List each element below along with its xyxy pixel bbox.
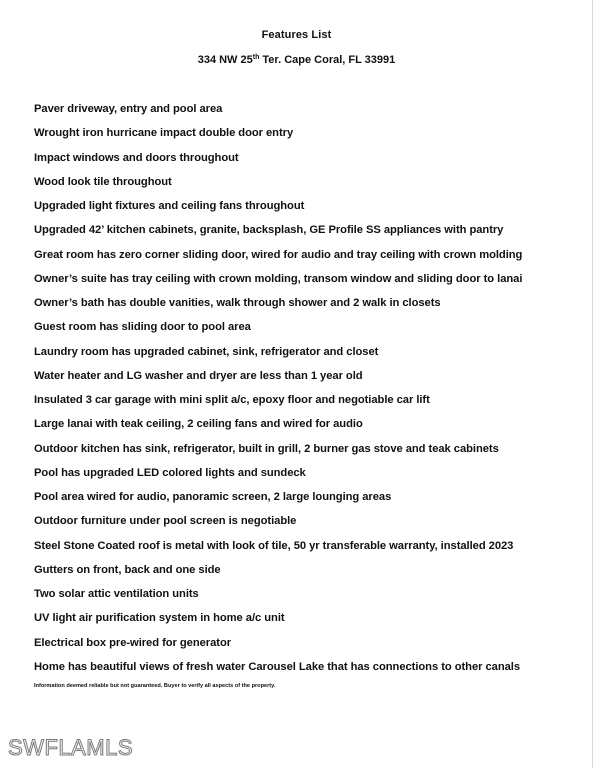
feature-item: Wrought iron hurricane impact double door entry [34, 127, 294, 140]
feature-item: Outdoor furniture under pool screen is negotiable [34, 515, 297, 528]
feature-item: Guest room has sliding door to pool area [34, 321, 251, 334]
address-ordinal-suffix: th [252, 54, 260, 61]
feature-item: Electrical box pre-wired for generator [34, 636, 232, 649]
property-address [0, 54, 593, 66]
feature-item: Upgraded light fixtures and ceiling fans throughout [34, 200, 305, 212]
feature-item: Two solar attic ventilation units [34, 588, 199, 600]
feature-item: Owner’s suite has tray ceiling with crown molding, transom window and sliding door to lanai [34, 272, 523, 285]
features-list [34, 101, 522, 683]
feature-item: Outdoor kitchen has sink, refrigerator, built in grill, 2 burner gas stove and teak cabinets [34, 442, 499, 455]
feature-item: Large lanai with teak ceiling, 2 ceiling fans and wired for audio [34, 418, 363, 431]
feature-item: UV light air purification system in home a/c unit [34, 612, 285, 625]
feature-item: Laundry room has upgraded cabinet, sink, refrigerator and closet [34, 345, 379, 358]
feature-item: Home has beautiful views of fresh water Carousel Lake that has connections to other canals [34, 660, 521, 673]
feature-item: Steel Stone Coated roof is metal with look of tile, 50 yr transferable warranty, installed 2023 [34, 539, 514, 552]
feature-item: Owner’s bath has double vanities, walk through shower and 2 walk in closets [34, 297, 441, 309]
feature-item: Upgraded 42’ kitchen cabinets, granite, backsplash, GE Profile SS appliances with pantry [34, 224, 504, 237]
feature-item: Paver driveway, entry and pool area [34, 103, 223, 115]
feature-item: Pool area wired for audio, panoramic screen, 2 large lounging areas [34, 491, 392, 503]
feature-item: Wood look tile throughout [34, 175, 172, 188]
page-title: Features List [261, 29, 332, 41]
address-rest: Ter. Cape Coral, FL 33991 [259, 54, 396, 66]
feature-item: Impact windows and doors throughout [34, 151, 239, 164]
feature-item: Insulated 3 car garage with mini split a/c, epoxy floor and negotiable car lift [34, 394, 430, 406]
disclaimer-text: Information deemed reliable but not guaranteed. Buyer to verify all aspects of the property. [34, 683, 276, 689]
feature-item: Pool has upgraded LED colored lights and sundeck [34, 466, 306, 479]
feature-item: Water heater and LG washer and dryer are less than 1 year old [34, 369, 363, 382]
feature-item: Gutters on front, back and one side [34, 563, 221, 576]
swflamls-watermark: SWFLAMLS [8, 735, 134, 760]
feature-item: Great room has zero corner sliding door, wired for audio and tray ceiling with crown molding [34, 248, 523, 261]
address-street-number: 334 NW 25 [197, 54, 253, 66]
